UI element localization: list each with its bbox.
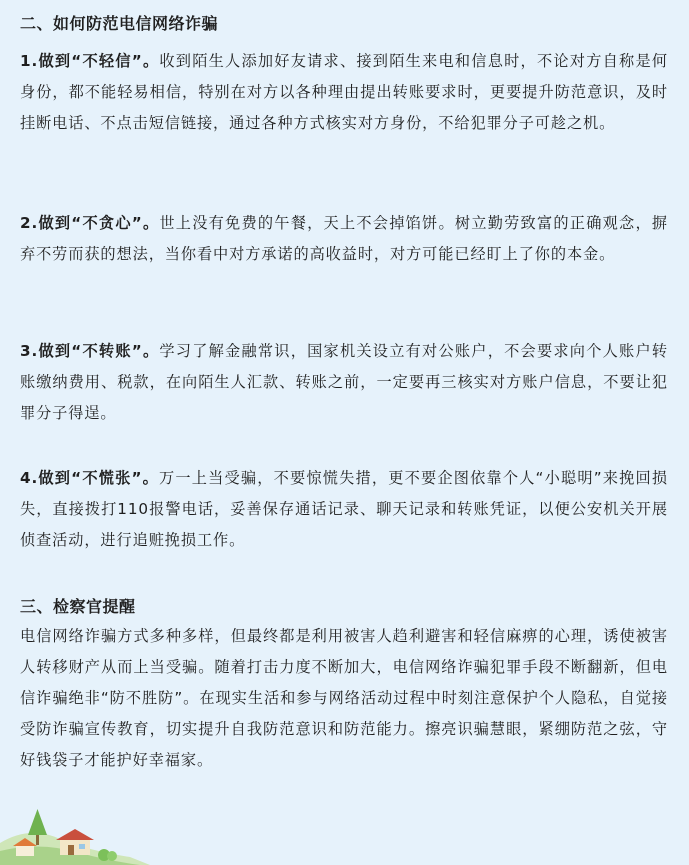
tip-paragraph-2 xyxy=(20,208,668,270)
section3-heading: 三、检察官提醒 xyxy=(20,597,136,616)
section2-heading: 二、如何防范电信网络诈骗 xyxy=(20,14,219,33)
tip-2-text: 世上没有免费的午餐，天上不会掉馅饼。树立勤劳致富的正确观念，摒弃不劳而获的想法，当你看中对方承诺的高收益时，对方可能已经盯上了你的本金。 xyxy=(20,214,668,263)
tip-paragraph-4 xyxy=(20,463,668,556)
tip-3-lead: 3.做到“不转账”。 xyxy=(20,342,160,360)
village-scene-illustration xyxy=(0,795,150,865)
house-icon xyxy=(56,829,94,855)
tip-4-lead: 4.做到“不慌张”。 xyxy=(20,469,159,487)
tip-1-text: 收到陌生人添加好友请求、接到陌生来电和信息时，不论对方自称是何身份，都不能轻易相信，特别在对方以各种理由提出转账要求时，更要提升防范意识，及时挂断电话、不点击短信链接，通过各种方式核实对方身份，不给犯罪分子可趁之机。 xyxy=(20,52,668,132)
tip-4-text: 万一上当受骗，不要惊慌失措，更不要企图依靠个人“小聪明”来挽回损失，直接拨打110报警电话，妥善保存通话记录、聊天记录和转账凭证，以便公安机关开展侦查活动，进行追赃挽损工作。 xyxy=(20,469,668,549)
tip-paragraph-3 xyxy=(20,336,668,429)
prosecutor-reminder-paragraph: 电信网络诈骗方式多种多样，但最终都是利用被害人趋利避害和轻信麻痹的心理，诱使被害人转移财产从而上当受骗。随着打击力度不断加大，电信网络诈骗犯罪手段不断翻新，但电信诈骗绝非“防不胜防”。在现实生活和参与网络活动过程中时刻注意保护个人隐私，自觉接受防诈骗宣传教育，切实提升自我防范意识和防范能力。擦亮识骗慧眼，紧绷防范之弦，守好钱袋子才能护好幸福家。 xyxy=(20,627,668,769)
bush-icon xyxy=(98,849,117,861)
tip-paragraph-1 xyxy=(20,46,668,139)
tip-3-text: 学习了解金融常识，国家机关设立有对公账户，不会要求向个人账户转账缴纳费用、税款，在向陌生人汇款、转账之前，一定要再三核实对方账户信息，不要让犯罪分子得逞。 xyxy=(20,342,668,422)
tip-1-lead: 1.做到“不轻信”。 xyxy=(20,52,160,70)
tip-2-lead: 2.做到“不贪心”。 xyxy=(20,214,160,232)
